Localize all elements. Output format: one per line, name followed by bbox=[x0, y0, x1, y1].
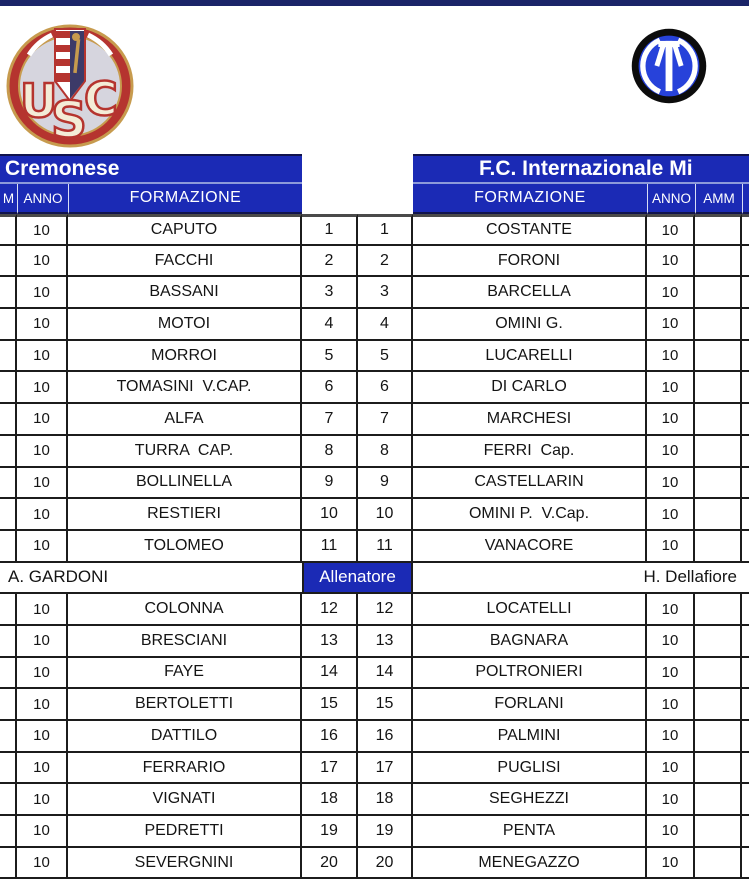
right-edge-sliver-cell bbox=[742, 214, 749, 246]
right-shirt-number-cell: 11 bbox=[358, 531, 413, 563]
left-shirt-number-cell: 14 bbox=[302, 658, 358, 690]
left-player-name-cell: TURRA CAP. bbox=[68, 436, 302, 468]
left-amm-cell bbox=[0, 341, 17, 373]
right-amm-cell bbox=[695, 277, 742, 309]
right-edge-sliver-cell bbox=[742, 531, 749, 563]
left-player-name-cell: BRESCIANI bbox=[68, 626, 302, 658]
right-anno-cell: 10 bbox=[647, 753, 695, 785]
right-shirt-number-cell: 1 bbox=[358, 214, 413, 246]
left-shirt-number-cell: 20 bbox=[302, 848, 358, 880]
right-amm-cell bbox=[695, 689, 742, 721]
left-amm-cell bbox=[0, 721, 17, 753]
right-shirt-number-cell: 7 bbox=[358, 404, 413, 436]
left-shirt-number-cell: 11 bbox=[302, 531, 358, 563]
right-anno-cell: 10 bbox=[647, 658, 695, 690]
right-player-name-cell: OMINI P. V.Cap. bbox=[413, 499, 647, 531]
right-player-name-cell: LUCARELLI bbox=[413, 341, 647, 373]
left-player-name-cell: MORROI bbox=[68, 341, 302, 373]
left-amm-cell bbox=[0, 372, 17, 404]
right-shirt-number-cell: 17 bbox=[358, 753, 413, 785]
right-edge-sliver-cell bbox=[742, 372, 749, 404]
right-shirt-number-cell: 12 bbox=[358, 594, 413, 626]
left-anno-cell: 10 bbox=[17, 816, 68, 848]
right-shirt-number-cell: 9 bbox=[358, 468, 413, 500]
right-player-name-cell: VANACORE bbox=[413, 531, 647, 563]
left-anno-cell: 10 bbox=[17, 214, 68, 246]
left-amm-cell bbox=[0, 214, 17, 246]
left-player-name-cell: CAPUTO bbox=[68, 214, 302, 246]
left-amm-cell bbox=[0, 246, 17, 278]
right-player-name-cell: FORLANI bbox=[413, 689, 647, 721]
right-shirt-number-cell: 2 bbox=[358, 246, 413, 278]
left-anno-cell: 10 bbox=[17, 753, 68, 785]
left-shirt-number-cell: 15 bbox=[302, 689, 358, 721]
right-shirt-number-cell: 4 bbox=[358, 309, 413, 341]
left-anno-cell: 10 bbox=[17, 499, 68, 531]
right-shirt-number-cell: 13 bbox=[358, 626, 413, 658]
left-amm-cell bbox=[0, 658, 17, 690]
left-amm-cell bbox=[0, 468, 17, 500]
right-anno-cell: 10 bbox=[647, 468, 695, 500]
left-anno-header: ANNO bbox=[17, 184, 68, 214]
right-edge-sliver-cell bbox=[742, 658, 749, 690]
left-anno-cell: 10 bbox=[17, 721, 68, 753]
left-amm-cell bbox=[0, 848, 17, 880]
right-shirt-number-cell: 15 bbox=[358, 689, 413, 721]
left-player-name-cell: TOMASINI V.CAP. bbox=[68, 372, 302, 404]
right-anno-cell: 10 bbox=[647, 531, 695, 563]
left-shirt-number-cell: 17 bbox=[302, 753, 358, 785]
left-player-name-cell: FACCHI bbox=[68, 246, 302, 278]
inter-logo-icon bbox=[630, 28, 708, 109]
left-anno-cell: 10 bbox=[17, 658, 68, 690]
left-anno-cell: 10 bbox=[17, 848, 68, 880]
right-shirt-number-cell: 19 bbox=[358, 816, 413, 848]
right-shirt-number-cell: 5 bbox=[358, 341, 413, 373]
left-amm-cell bbox=[0, 784, 17, 816]
right-amm-cell bbox=[695, 341, 742, 373]
left-anno-cell: 10 bbox=[17, 404, 68, 436]
right-anno-cell: 10 bbox=[647, 436, 695, 468]
left-player-name-cell: RESTIERI bbox=[68, 499, 302, 531]
right-anno-cell: 10 bbox=[647, 499, 695, 531]
right-amm-cell bbox=[695, 404, 742, 436]
page-top-bar bbox=[0, 0, 749, 6]
right-edge-sliver-cell bbox=[742, 626, 749, 658]
right-player-name-cell: PALMINI bbox=[413, 721, 647, 753]
right-player-name-cell: LOCATELLI bbox=[413, 594, 647, 626]
lineup-grid bbox=[0, 214, 749, 879]
left-amm-cell bbox=[0, 594, 17, 626]
allenatore-label: Allenatore bbox=[302, 563, 413, 595]
right-anno-cell: 10 bbox=[647, 372, 695, 404]
right-player-name-cell: POLTRONIERI bbox=[413, 658, 647, 690]
right-amm-cell bbox=[695, 246, 742, 278]
right-amm-cell bbox=[695, 372, 742, 404]
left-shirt-number-cell: 5 bbox=[302, 341, 358, 373]
right-player-name-cell: BARCELLA bbox=[413, 277, 647, 309]
right-player-name-cell: COSTANTE bbox=[413, 214, 647, 246]
right-amm-cell bbox=[695, 499, 742, 531]
right-edge-header-sliver bbox=[742, 184, 749, 214]
svg-text:U: U bbox=[20, 74, 58, 128]
right-player-name-cell: MARCHESI bbox=[413, 404, 647, 436]
svg-text:S: S bbox=[51, 91, 88, 149]
right-edge-sliver-cell bbox=[742, 721, 749, 753]
right-shirt-number-cell: 3 bbox=[358, 277, 413, 309]
left-player-name-cell: SEVERGNINI bbox=[68, 848, 302, 880]
right-shirt-number-cell: 10 bbox=[358, 499, 413, 531]
left-amm-header: M bbox=[0, 184, 17, 214]
right-amm-cell bbox=[695, 309, 742, 341]
left-anno-cell: 10 bbox=[17, 531, 68, 563]
right-edge-sliver-cell bbox=[742, 689, 749, 721]
right-player-name-cell: BAGNARA bbox=[413, 626, 647, 658]
right-amm-cell bbox=[695, 658, 742, 690]
left-anno-cell: 10 bbox=[17, 436, 68, 468]
left-player-name-cell: FERRARIO bbox=[68, 753, 302, 785]
right-edge-sliver-cell bbox=[742, 436, 749, 468]
left-shirt-number-cell: 8 bbox=[302, 436, 358, 468]
left-player-name-cell: MOTOI bbox=[68, 309, 302, 341]
left-shirt-number-cell: 2 bbox=[302, 246, 358, 278]
right-shirt-number-cell: 16 bbox=[358, 721, 413, 753]
left-shirt-number-cell: 6 bbox=[302, 372, 358, 404]
left-amm-cell bbox=[0, 753, 17, 785]
right-edge-sliver-cell bbox=[742, 341, 749, 373]
left-anno-cell: 10 bbox=[17, 246, 68, 278]
right-edge-sliver-cell bbox=[742, 753, 749, 785]
left-player-name-cell: BERTOLETTI bbox=[68, 689, 302, 721]
left-anno-cell: 10 bbox=[17, 372, 68, 404]
right-player-name-cell: MENEGAZZO bbox=[413, 848, 647, 880]
right-anno-cell: 10 bbox=[647, 689, 695, 721]
right-edge-sliver-cell bbox=[742, 468, 749, 500]
cremonese-crest-icon bbox=[4, 22, 136, 155]
right-anno-cell: 10 bbox=[647, 246, 695, 278]
right-anno-cell: 10 bbox=[647, 626, 695, 658]
left-anno-cell: 10 bbox=[17, 468, 68, 500]
away-coach-name: H. Dellafiore bbox=[413, 563, 749, 595]
left-anno-cell: 10 bbox=[17, 277, 68, 309]
left-amm-cell bbox=[0, 689, 17, 721]
right-player-name-cell: FORONI bbox=[413, 246, 647, 278]
right-edge-sliver-cell bbox=[742, 404, 749, 436]
left-player-name-cell: BOLLINELLA bbox=[68, 468, 302, 500]
right-anno-cell: 10 bbox=[647, 594, 695, 626]
left-player-name-cell: COLONNA bbox=[68, 594, 302, 626]
right-amm-cell bbox=[695, 626, 742, 658]
left-player-name-cell: BASSANI bbox=[68, 277, 302, 309]
right-amm-cell bbox=[695, 468, 742, 500]
left-shirt-number-cell: 16 bbox=[302, 721, 358, 753]
home-coach-name: A. GARDONI bbox=[0, 563, 302, 595]
right-shirt-number-cell: 14 bbox=[358, 658, 413, 690]
left-shirt-number-cell: 12 bbox=[302, 594, 358, 626]
right-amm-cell bbox=[695, 214, 742, 246]
left-shirt-number-cell: 3 bbox=[302, 277, 358, 309]
left-team-title: Cremonese bbox=[0, 154, 302, 184]
right-anno-cell: 10 bbox=[647, 341, 695, 373]
left-anno-cell: 10 bbox=[17, 784, 68, 816]
left-anno-cell: 10 bbox=[17, 309, 68, 341]
right-anno-cell: 10 bbox=[647, 277, 695, 309]
right-player-name-cell: FERRI Cap. bbox=[413, 436, 647, 468]
left-shirt-number-cell: 4 bbox=[302, 309, 358, 341]
right-shirt-number-cell: 20 bbox=[358, 848, 413, 880]
right-edge-sliver-cell bbox=[742, 277, 749, 309]
right-anno-cell: 10 bbox=[647, 309, 695, 341]
right-edge-sliver-cell bbox=[742, 499, 749, 531]
right-team-title: F.C. Internazionale Mi bbox=[413, 154, 749, 184]
left-amm-cell bbox=[0, 404, 17, 436]
right-edge-sliver-cell bbox=[742, 309, 749, 341]
right-anno-cell: 10 bbox=[647, 721, 695, 753]
right-amm-cell bbox=[695, 784, 742, 816]
right-anno-cell: 10 bbox=[647, 404, 695, 436]
right-shirt-number-cell: 8 bbox=[358, 436, 413, 468]
right-formazione-header: FORMAZIONE bbox=[413, 184, 647, 214]
right-amm-cell bbox=[695, 721, 742, 753]
right-anno-cell: 10 bbox=[647, 784, 695, 816]
left-shirt-number-cell: 13 bbox=[302, 626, 358, 658]
right-player-name-cell: CASTELLARIN bbox=[413, 468, 647, 500]
svg-text:C: C bbox=[84, 72, 118, 126]
left-amm-cell bbox=[0, 499, 17, 531]
left-player-name-cell: FAYE bbox=[68, 658, 302, 690]
left-anno-cell: 10 bbox=[17, 626, 68, 658]
right-anno-cell: 10 bbox=[647, 214, 695, 246]
right-edge-sliver-cell bbox=[742, 784, 749, 816]
left-amm-cell bbox=[0, 626, 17, 658]
right-amm-cell bbox=[695, 816, 742, 848]
left-player-name-cell: ALFA bbox=[68, 404, 302, 436]
left-anno-cell: 10 bbox=[17, 689, 68, 721]
right-player-name-cell: DI CARLO bbox=[413, 372, 647, 404]
right-shirt-number-cell: 18 bbox=[358, 784, 413, 816]
left-shirt-number-cell: 18 bbox=[302, 784, 358, 816]
right-player-name-cell: PUGLISI bbox=[413, 753, 647, 785]
left-shirt-number-cell: 7 bbox=[302, 404, 358, 436]
left-shirt-number-cell: 1 bbox=[302, 214, 358, 246]
right-player-name-cell: PENTA bbox=[413, 816, 647, 848]
left-amm-cell bbox=[0, 309, 17, 341]
right-edge-sliver-cell bbox=[742, 246, 749, 278]
right-edge-sliver-cell bbox=[742, 594, 749, 626]
right-anno-header: ANNO bbox=[647, 184, 695, 214]
right-amm-cell bbox=[695, 436, 742, 468]
left-amm-cell bbox=[0, 531, 17, 563]
left-shirt-number-cell: 10 bbox=[302, 499, 358, 531]
right-anno-cell: 10 bbox=[647, 848, 695, 880]
left-formazione-header: FORMAZIONE bbox=[68, 184, 302, 214]
left-shirt-number-cell: 19 bbox=[302, 816, 358, 848]
left-amm-cell bbox=[0, 436, 17, 468]
right-edge-sliver-cell bbox=[742, 848, 749, 880]
right-amm-header: AMM bbox=[695, 184, 742, 214]
left-amm-cell bbox=[0, 816, 17, 848]
left-amm-cell bbox=[0, 277, 17, 309]
left-player-name-cell: PEDRETTI bbox=[68, 816, 302, 848]
left-player-name-cell: VIGNATI bbox=[68, 784, 302, 816]
right-player-name-cell: OMINI G. bbox=[413, 309, 647, 341]
left-player-name-cell: TOLOMEO bbox=[68, 531, 302, 563]
right-amm-cell bbox=[695, 753, 742, 785]
left-anno-cell: 10 bbox=[17, 594, 68, 626]
right-amm-cell bbox=[695, 594, 742, 626]
left-shirt-number-cell: 9 bbox=[302, 468, 358, 500]
left-anno-cell: 10 bbox=[17, 341, 68, 373]
right-amm-cell bbox=[695, 848, 742, 880]
right-edge-sliver-cell bbox=[742, 816, 749, 848]
right-player-name-cell: SEGHEZZI bbox=[413, 784, 647, 816]
right-amm-cell bbox=[695, 531, 742, 563]
right-shirt-number-cell: 6 bbox=[358, 372, 413, 404]
right-anno-cell: 10 bbox=[647, 816, 695, 848]
left-player-name-cell: DATTILO bbox=[68, 721, 302, 753]
